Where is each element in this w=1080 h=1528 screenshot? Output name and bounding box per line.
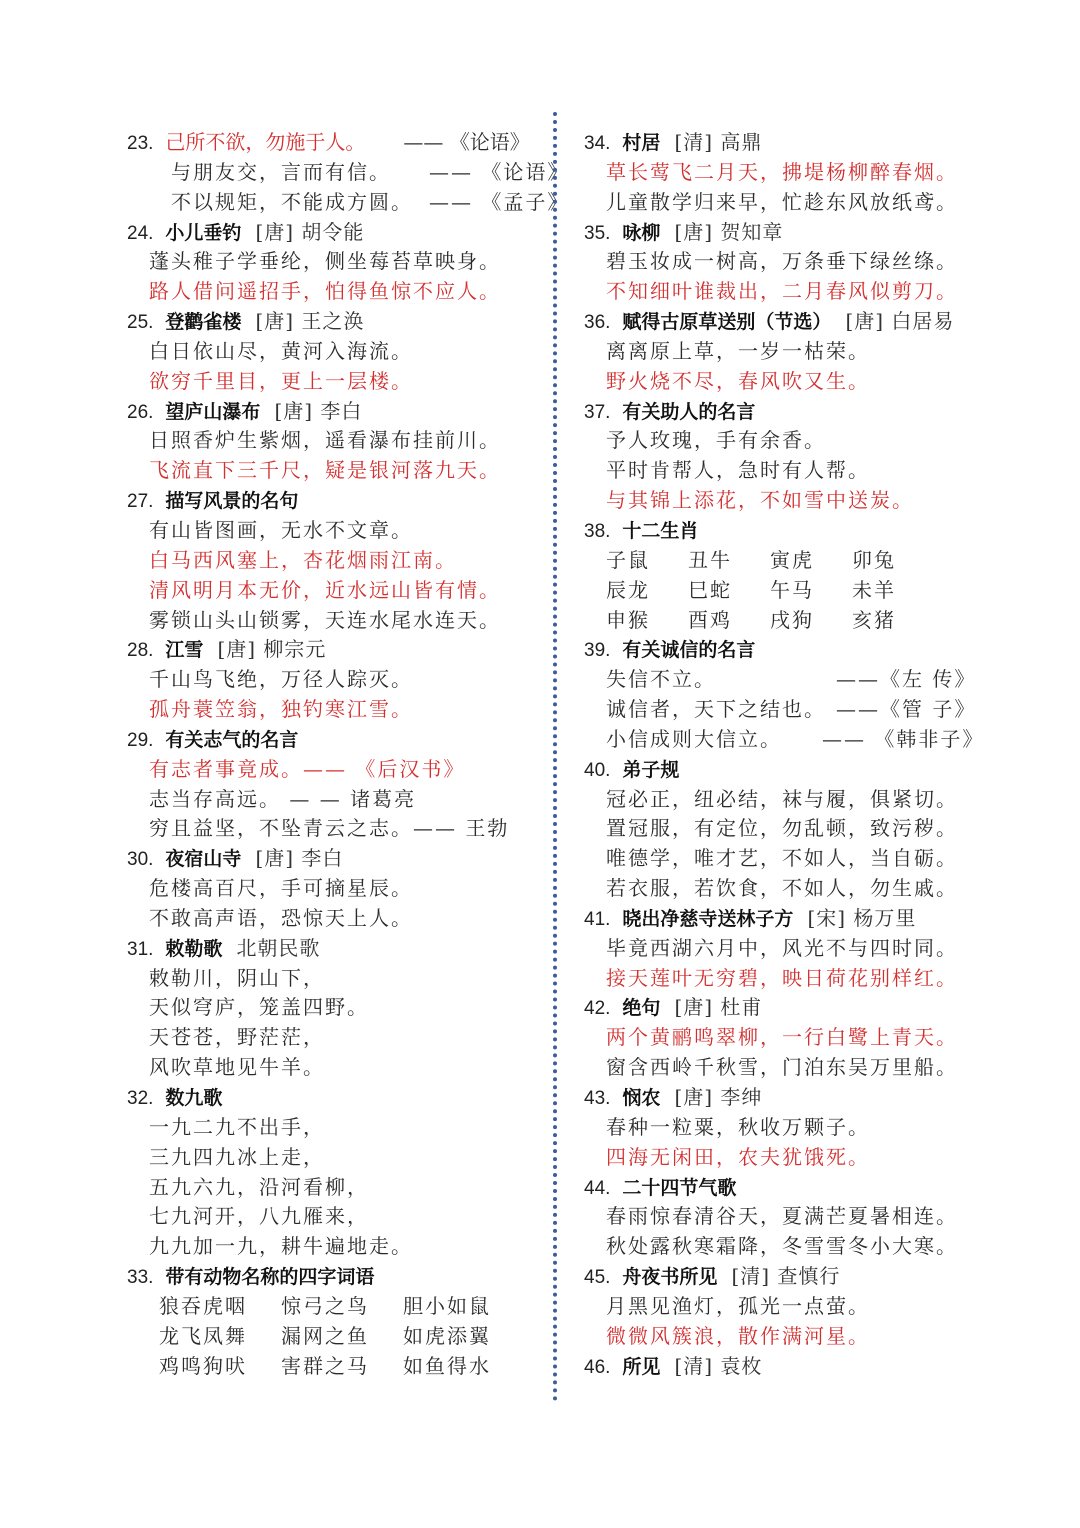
section-author: [宋] 杨万里 <box>807 905 917 930</box>
section-heading <box>584 307 1022 337</box>
text-line <box>582 1113 1022 1143</box>
section-title: 敕勒歌 <box>165 937 223 960</box>
section-title: 弟子规 <box>622 758 680 781</box>
grid-word: 害群之马 <box>281 1353 369 1378</box>
line-text: 天苍苍，野茫茫， <box>149 1025 325 1050</box>
line-text: 若衣服，若饮食，不如人，勿生戚。 <box>606 876 958 901</box>
column-divider <box>553 112 557 1402</box>
section-heading <box>584 1262 1022 1292</box>
text-line <box>125 785 545 815</box>
section-number: 46. <box>584 1356 611 1378</box>
text-line <box>582 456 1022 486</box>
section-number: 40. <box>584 759 611 781</box>
grid-word: 如虎添翼 <box>403 1323 491 1348</box>
text-line <box>125 1053 545 1083</box>
section-title: 望庐山瀑布 <box>165 400 261 423</box>
quote-source: —— 《论语》 <box>429 159 570 184</box>
line-text: 有山皆图画，无水不文章。 <box>149 517 413 542</box>
section-title: 晓出净慈寺送林子方 <box>622 907 794 930</box>
line-text: 不敢高声语，恐惊天上人。 <box>149 905 413 930</box>
line-text: 风吹草地见牛羊。 <box>149 1055 325 1080</box>
section-number: 42. <box>584 998 611 1020</box>
line-text: 置冠服，有定位，勿乱顿，致污秽。 <box>606 816 958 841</box>
line-text: 小信成则大信立。 <box>606 726 782 751</box>
line-text: 有志者事竟成。—— 《后汉书》 <box>149 756 466 781</box>
line-text: 平时肯帮人，急时有人帮。 <box>606 458 870 483</box>
text-line <box>582 1322 1022 1352</box>
section-heading <box>127 486 545 516</box>
section-heading <box>127 397 545 427</box>
text-line <box>582 1202 1022 1232</box>
section-title: 舟夜书所见 <box>622 1266 718 1289</box>
grid-word: 狼吞虎咽 <box>159 1293 247 1318</box>
section-title: 所见 <box>622 1355 661 1378</box>
line-text: 天似穹庐，笼盖四野。 <box>149 995 369 1020</box>
section-author: [清] 高鼎 <box>674 130 763 154</box>
line-text: 唯德学，唯才艺，不如人，当自砺。 <box>606 846 958 871</box>
section-heading <box>584 904 1022 934</box>
section-title: 赋得古原草送别（节选） <box>622 311 832 334</box>
line-text: 与朋友交，言而有信。 <box>171 159 391 184</box>
quote-source: —— 《论语》 <box>403 130 530 154</box>
section-title: 悯农 <box>622 1087 661 1109</box>
text-line <box>125 665 545 695</box>
text-line <box>125 188 570 218</box>
text-line <box>125 993 545 1023</box>
text-line <box>582 426 1022 456</box>
line-text: 九九加一九，耕牛遍地走。 <box>149 1234 413 1259</box>
section-number: 38. <box>584 520 611 542</box>
section-heading <box>127 1083 545 1113</box>
text-line <box>125 426 545 456</box>
section-heading <box>127 128 545 158</box>
line-text: 窗含西岭千秋雪，门泊东吴万里船。 <box>606 1055 958 1080</box>
right-column <box>582 128 1022 1381</box>
text-line <box>125 814 545 844</box>
quote-source: —— 《韩非子》 <box>822 726 985 751</box>
quote-source: ——《左 传》 <box>836 667 977 692</box>
line-text: 草长莺飞二月天，拂堤杨柳醉春烟。 <box>606 159 958 184</box>
section-author: [唐] 李绅 <box>674 1085 763 1109</box>
section-heading <box>584 397 1022 427</box>
section-title: 小儿垂钓 <box>165 221 242 244</box>
section-author: [唐] 李白 <box>274 398 363 423</box>
text-line <box>582 695 1022 725</box>
section-number: 44. <box>584 1177 611 1199</box>
line-text: 欲穷千里目，更上一层楼。 <box>149 368 413 393</box>
line-text: 两个黄鹂鸣翠柳，一行白鹭上青天。 <box>606 1025 958 1050</box>
grid-word: 鸡鸣狗吠 <box>159 1353 247 1378</box>
text-line <box>125 1173 545 1203</box>
section-title: 绝句 <box>622 997 661 1020</box>
section-heading <box>584 516 1022 546</box>
line-text: 飞流直下三千尺，疑是银河落九天。 <box>149 458 501 483</box>
section-author: [唐] 李白 <box>255 846 344 871</box>
word-grid-row <box>582 546 1022 576</box>
line-text: 雾锁山头山锁雾，天连水尾水连天。 <box>149 607 501 632</box>
text-line <box>582 277 1022 307</box>
text-line <box>582 367 1022 397</box>
line-text: 四海无闲田，农夫犹饿死。 <box>606 1144 870 1169</box>
text-line <box>582 1023 1022 1053</box>
section-number: 36. <box>584 312 611 334</box>
word-grid-row <box>125 1322 545 1352</box>
grid-word: 午马 <box>770 577 814 602</box>
section-heading <box>584 1083 1022 1113</box>
grid-word: 寅虎 <box>770 547 814 572</box>
section-number: 45. <box>584 1267 611 1289</box>
quote-source: —— 《孟子》 <box>429 189 570 214</box>
word-grid-row <box>582 606 1022 636</box>
section-number: 30. <box>127 849 154 871</box>
text-line <box>125 1143 545 1173</box>
text-line <box>582 785 1022 815</box>
section-author: [清] 查慎行 <box>731 1264 841 1289</box>
word-grid-row <box>125 1352 545 1382</box>
grid-word: 戌狗 <box>770 607 814 632</box>
grid-word: 亥猪 <box>852 607 896 632</box>
grid-word: 未羊 <box>852 577 896 602</box>
line-text: 春种一粒粟，秋收万颗子。 <box>606 1114 870 1139</box>
section-heading <box>584 1173 1022 1203</box>
text-line <box>582 725 1022 755</box>
text-line <box>125 337 545 367</box>
section-number: 23. <box>127 133 154 154</box>
section-title: 江雪 <box>165 639 204 662</box>
line-text: 不以规矩，不能成方圆。 <box>171 189 413 214</box>
section-title: 夜宿山寺 <box>165 848 242 871</box>
line-text: 不知细叶谁裁出，二月春风似剪刀。 <box>606 279 958 304</box>
section-heading <box>127 725 545 755</box>
section-title: 咏柳 <box>622 221 661 244</box>
text-line <box>582 1292 1022 1322</box>
left-column <box>125 128 570 1381</box>
section-heading <box>584 1352 1022 1382</box>
text-line <box>125 1202 545 1232</box>
line-text: 千山鸟飞绝，万径人踪灭。 <box>149 667 413 692</box>
text-line <box>582 1232 1022 1262</box>
section-title: 有关志气的名言 <box>165 728 299 751</box>
line-text: 微微风簇浪，散作满河星。 <box>606 1323 870 1348</box>
line-text: 予人玫瑰，手有余香。 <box>606 428 826 453</box>
line-text: 秋处露秋寒霜降，冬雪雪冬小大寒。 <box>606 1234 958 1259</box>
section-title: 有关诚信的名言 <box>622 639 756 662</box>
line-text: 五九六九，沿河看柳， <box>149 1174 369 1199</box>
section-heading <box>127 934 545 964</box>
grid-word: 如鱼得水 <box>403 1353 491 1378</box>
section-number: 32. <box>127 1088 154 1109</box>
line-text: 敕勒川，阴山下， <box>149 965 325 990</box>
line-text: 志当存高远。 — — 诸葛亮 <box>149 786 417 811</box>
section-heading <box>584 635 1022 665</box>
line-text: 一九二九不出手， <box>149 1114 325 1139</box>
line-text: 蓬头稚子学垂纶，侧坐莓苔草映身。 <box>149 249 501 274</box>
quote-source: ——《管 子》 <box>836 697 977 722</box>
line-text: 孤舟蓑笠翁，独钓寒江雪。 <box>149 697 413 722</box>
text-line <box>125 516 545 546</box>
section-number: 26. <box>127 401 154 423</box>
section-heading <box>127 218 545 248</box>
section-number: 41. <box>584 908 611 930</box>
text-line <box>125 456 545 486</box>
section-heading <box>127 844 545 874</box>
line-text: 清风明月本无价，近水远山皆有情。 <box>149 577 501 602</box>
section-number: 27. <box>127 491 154 513</box>
grid-word: 酉鸡 <box>688 607 732 632</box>
section-title: 数九歌 <box>165 1087 223 1109</box>
line-text: 与其锦上添花，不如雪中送炭。 <box>606 488 914 513</box>
section-title: 二十四节气歌 <box>622 1176 737 1199</box>
text-line <box>582 814 1022 844</box>
line-text: 七九河开，八九雁来， <box>149 1204 369 1229</box>
section-author: [唐] 王之涣 <box>255 309 365 334</box>
line-text: 己所不欲，勿施于人。 <box>165 130 366 154</box>
section-author: [唐] 柳宗元 <box>217 637 327 662</box>
word-grid-row <box>125 1292 545 1322</box>
grid-word: 丑牛 <box>688 547 732 572</box>
text-line <box>582 247 1022 277</box>
text-line <box>125 1023 545 1053</box>
line-text: 穷且益坚，不坠青云之志。—— 王勃 <box>149 816 510 841</box>
text-line <box>125 576 545 606</box>
section-heading <box>584 755 1022 785</box>
line-text: 儿童散学归来早，忙趁东风放纸鸢。 <box>606 189 958 214</box>
text-line <box>582 665 1022 695</box>
text-line <box>582 964 1022 994</box>
section-heading <box>584 218 1022 248</box>
text-line <box>582 486 1022 516</box>
section-number: 29. <box>127 729 154 751</box>
text-line <box>125 1232 545 1262</box>
grid-word: 胆小如鼠 <box>403 1293 491 1318</box>
text-line <box>125 1113 545 1143</box>
line-text: 毕竟西湖六月中，风光不与四时同。 <box>606 935 958 960</box>
line-text: 离离原上草，一岁一枯荣。 <box>606 338 870 363</box>
text-line <box>125 904 545 934</box>
section-number: 35. <box>584 222 611 244</box>
line-text: 失信不立。 <box>606 667 716 692</box>
section-number: 37. <box>584 401 611 423</box>
section-number: 28. <box>127 640 154 662</box>
section-author: 北朝民歌 <box>236 935 321 960</box>
line-text: 白马西风塞上，杏花烟雨江南。 <box>149 547 457 572</box>
text-line <box>125 606 545 636</box>
text-line <box>125 874 545 904</box>
text-line <box>125 964 545 994</box>
section-number: 34. <box>584 133 611 154</box>
grid-word: 卯兔 <box>852 547 896 572</box>
text-line <box>582 874 1022 904</box>
text-line <box>582 844 1022 874</box>
text-line <box>125 158 570 188</box>
line-text: 三九四九冰上走， <box>149 1144 325 1169</box>
text-line <box>125 755 545 785</box>
section-heading <box>584 993 1022 1023</box>
word-grid-row <box>582 576 1022 606</box>
section-number: 43. <box>584 1088 611 1109</box>
grid-word: 申猴 <box>606 607 650 632</box>
line-text: 白日依山尽，黄河入海流。 <box>149 338 413 363</box>
text-line <box>582 1143 1022 1173</box>
section-number: 25. <box>127 312 154 334</box>
section-number: 24. <box>127 222 154 244</box>
section-author: [唐] 胡令能 <box>255 219 365 244</box>
line-text: 春雨惊春清谷天，夏满芒夏暑相连。 <box>606 1204 958 1229</box>
section-author: [清] 袁枚 <box>674 1353 763 1378</box>
grid-word: 子鼠 <box>606 547 650 572</box>
section-title: 十二生肖 <box>622 519 699 542</box>
section-author: [唐] 杜甫 <box>674 995 763 1020</box>
grid-word: 巳蛇 <box>688 577 732 602</box>
text-line <box>582 1053 1022 1083</box>
line-text: 野火烧不尽，春风吹又生。 <box>606 368 870 393</box>
text-line <box>125 247 545 277</box>
text-line <box>582 337 1022 367</box>
text-line <box>125 367 545 397</box>
line-text: 危楼高百尺，手可摘星辰。 <box>149 876 413 901</box>
section-author: [唐] 白居易 <box>845 309 955 334</box>
text-line <box>125 277 545 307</box>
text-line <box>125 695 545 725</box>
text-line <box>125 546 545 576</box>
text-line <box>582 188 1022 218</box>
line-text: 诚信者，天下之结也。 <box>606 697 826 722</box>
section-title: 登鹳雀楼 <box>165 311 242 334</box>
line-text: 月黑见渔灯，孤光一点萤。 <box>606 1293 870 1318</box>
line-text: 接天莲叶无穷碧，映日荷花别样红。 <box>606 965 958 990</box>
section-title: 村居 <box>622 132 661 154</box>
line-text: 冠必正，纽必结，袜与履，俱紧切。 <box>606 786 958 811</box>
section-heading <box>127 635 545 665</box>
section-title: 带有动物名称的四字词语 <box>165 1266 375 1289</box>
grid-word: 辰龙 <box>606 577 650 602</box>
grid-word: 漏网之鱼 <box>281 1323 369 1348</box>
grid-word: 惊弓之鸟 <box>281 1293 369 1318</box>
text-line <box>582 158 1022 188</box>
section-number: 39. <box>584 640 611 662</box>
grid-word: 龙飞凤舞 <box>159 1323 247 1348</box>
section-author: [唐] 贺知章 <box>674 219 784 244</box>
section-number: 31. <box>127 938 154 960</box>
section-title: 有关助人的名言 <box>622 400 756 423</box>
text-line <box>582 934 1022 964</box>
line-text: 路人借问遥招手，怕得鱼惊不应人。 <box>149 279 501 304</box>
section-heading <box>584 128 1022 158</box>
section-heading <box>127 1262 545 1292</box>
section-number: 33. <box>127 1267 154 1289</box>
section-title: 描写风景的名句 <box>165 490 299 513</box>
line-text: 碧玉妆成一树高，万条垂下绿丝绦。 <box>606 249 958 274</box>
section-heading <box>127 307 545 337</box>
line-text: 日照香炉生紫烟，遥看瀑布挂前川。 <box>149 428 501 453</box>
